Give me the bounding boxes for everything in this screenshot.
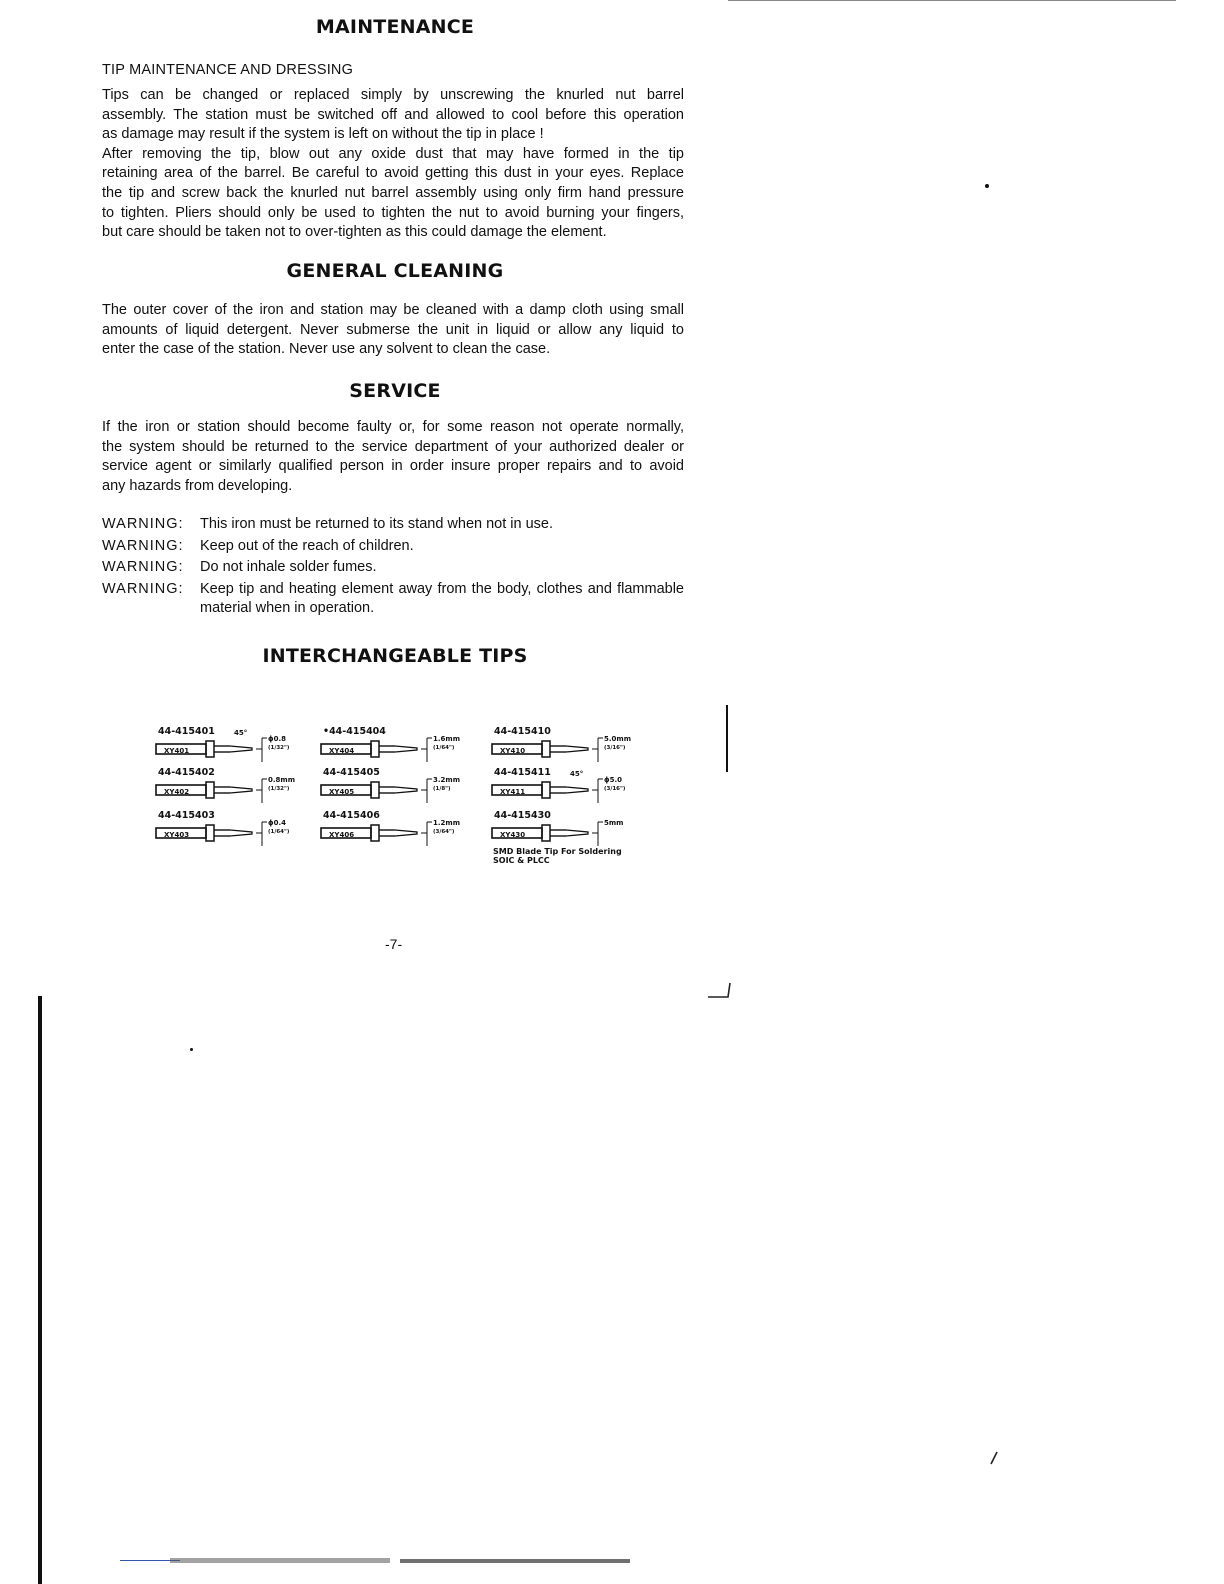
tip-drawing-stroke — [206, 782, 214, 798]
warning-item — [102, 558, 684, 578]
tip-drawing-stroke — [395, 746, 417, 752]
tip-part-number: 44-415406 — [323, 810, 380, 821]
tip-drawing-stroke — [230, 787, 252, 793]
tip-item — [488, 726, 648, 766]
tip-drawing-stroke — [542, 825, 550, 841]
tip-drawing-stroke — [566, 830, 588, 836]
text-line: assembly. The station must be switched off and allowed to cool before this operation — [102, 106, 684, 123]
scan-noise — [120, 1556, 680, 1566]
tip-dimension: ϕ0.4 — [268, 819, 286, 827]
tip-drawing-stroke — [206, 825, 214, 841]
tip-part-number: 44-415401 — [158, 726, 215, 737]
tip-angle: 45° — [234, 729, 248, 737]
warning-label: WARNING: — [102, 580, 184, 597]
tip-dimension-inch: (3/16") — [604, 786, 626, 792]
tip-dimension-inch: (3/64") — [433, 829, 455, 835]
warning-label: WARNING: — [102, 559, 184, 576]
tip-model-label: XY411 — [500, 788, 526, 796]
tip-drawing-stroke — [395, 830, 417, 836]
tip-part-number: 44-415403 — [158, 810, 215, 821]
text-line: but care should be taken not to over-tighten as this could damage the element. — [102, 224, 607, 241]
text-line: to tighten. Pliers should only be used to tighten the nut to avoid burning your fingers, — [102, 204, 684, 221]
tip-drawing-stroke — [566, 746, 588, 752]
page-number: -7- — [385, 936, 403, 952]
warning-label: WARNING: — [102, 537, 184, 554]
text-line: If the iron or station should become faulty or, for some reason not operate normally, — [102, 419, 684, 435]
tip-model-label: XY430 — [500, 831, 526, 839]
tip-dimension: ϕ0.8 — [268, 735, 286, 743]
tip-dimension: 5.0mm — [604, 735, 631, 743]
warning-item — [102, 580, 684, 619]
tip-dimension-inch: (1/64") — [433, 745, 455, 751]
general-cleaning-paragraph — [102, 301, 684, 360]
tip-model-label: XY410 — [500, 747, 526, 755]
tip-drawing-stroke — [371, 782, 379, 798]
warning-text: This iron must be returned to its stand when not in use. — [200, 516, 554, 532]
smd-note-line: SOIC & PLCC — [493, 856, 550, 865]
scan-mark — [700, 975, 740, 1005]
text-line: enter the case of the station. Never use any solvent to clean the case. — [102, 341, 551, 358]
top-rule — [728, 0, 1176, 1]
general-cleaning-heading: GENERAL CLEANING — [286, 260, 504, 282]
tip-model-label: XY405 — [329, 788, 355, 796]
tip-item — [317, 810, 477, 850]
tip-item — [317, 767, 477, 807]
tip-drawing-stroke — [542, 741, 550, 757]
warning-label: WARNING: — [102, 516, 184, 532]
warning-item — [102, 537, 684, 557]
tip-part-number: 44-415430 — [494, 810, 551, 821]
text-line: as damage may result if the system is left on without the tip in place ! — [102, 126, 544, 143]
tip-model-label: XY403 — [164, 831, 190, 839]
tip-maintenance-subheading: TIP MAINTENANCE AND DRESSING — [102, 62, 354, 78]
tip-item — [488, 767, 648, 807]
tip-drawing-stroke — [566, 787, 588, 793]
tip-item — [152, 767, 312, 807]
text-line: the tip and screw back the knurled nut barrel assembly using only firm hand pressure — [102, 184, 684, 201]
service-paragraph — [102, 418, 684, 496]
tip-model-label: XY402 — [164, 788, 190, 796]
tip-part-number: 44-415402 — [158, 767, 215, 778]
warnings-list — [102, 515, 684, 621]
tip-dimension: 1.2mm — [433, 819, 460, 827]
scan-dot — [985, 184, 989, 188]
tip-dimension-inch: (1/32") — [268, 745, 290, 751]
tip-drawing-stroke — [206, 741, 214, 757]
text-line: amounts of liquid detergent. Never submerse the unit in liquid or allow any liquid to — [102, 321, 684, 338]
tip-dimension-inch: (1/32") — [268, 786, 290, 792]
tip-dimension: 1.6mm — [433, 735, 460, 743]
scan-mark — [985, 1448, 1005, 1468]
tip-model-label: XY401 — [164, 747, 190, 755]
warning-text: Keep tip and heating element away from the body, clothes and flammable material when in operation. — [200, 580, 684, 617]
text-line: service agent or similarly qualified person in order insure proper repairs and to avoid — [102, 458, 684, 475]
scan-dot — [190, 1048, 193, 1051]
service-heading: SERVICE — [349, 380, 441, 402]
tip-dimension: 0.8mm — [268, 776, 295, 784]
tip-drawing-stroke — [371, 825, 379, 841]
tip-part-number: 44-415410 — [494, 726, 551, 737]
tip-item — [152, 810, 312, 850]
tip-drawing-stroke — [395, 787, 417, 793]
maintenance-heading: MAINTENANCE — [315, 16, 475, 38]
text-line: After removing the tip, blow out any oxide dust that may have formed in the tip — [102, 145, 684, 162]
tip-model-label: XY404 — [329, 747, 355, 755]
text-line: The outer cover of the iron and station may be cleaned with a damp cloth using small — [102, 302, 684, 318]
tip-drawing-stroke — [542, 782, 550, 798]
tip-drawing-stroke — [230, 746, 252, 752]
tip-part-number: •44-415404 — [323, 726, 386, 737]
tip-dimension-inch: (3/16") — [604, 745, 626, 751]
text-line: any hazards from developing. — [102, 477, 293, 494]
maintenance-paragraph — [102, 86, 684, 243]
tip-part-number: 44-415405 — [323, 767, 380, 778]
tip-dimension: ϕ5.0 — [604, 776, 622, 784]
interchangeable-tips-heading: INTERCHANGEABLE TIPS — [262, 645, 528, 667]
tip-item — [488, 810, 648, 850]
tip-angle: 45° — [570, 770, 584, 778]
tip-dimension-inch: (1/8") — [433, 786, 451, 792]
scan-edge-bar — [38, 996, 42, 1584]
warning-text: Keep out of the reach of children. — [200, 537, 414, 554]
text-line: the system should be returned to the service department of your authorized dealer or — [102, 438, 684, 455]
tip-item — [152, 726, 312, 766]
tip-model-label: XY406 — [329, 831, 355, 839]
text-line: Tips can be changed or replaced simply by unscrewing the knurled nut barrel — [102, 87, 684, 103]
text-line: retaining area of the barrel. Be careful to avoid getting this dust in your eyes. Replace — [102, 165, 684, 182]
tip-dimension: 3.2mm — [433, 776, 460, 784]
tip-drawing-stroke — [371, 741, 379, 757]
smd-note-line: SMD Blade Tip For Soldering — [493, 847, 622, 856]
tip-dimension-inch: (1/64") — [268, 829, 290, 835]
scan-mark — [726, 705, 728, 772]
warning-item — [102, 515, 684, 535]
tip-item — [317, 726, 477, 766]
tip-drawing-stroke — [230, 830, 252, 836]
tip-part-number: 44-415411 — [494, 767, 551, 778]
tip-dimension: 5mm — [604, 819, 624, 827]
warning-text: Do not inhale solder fumes. — [200, 559, 377, 576]
smd-note — [493, 847, 622, 865]
